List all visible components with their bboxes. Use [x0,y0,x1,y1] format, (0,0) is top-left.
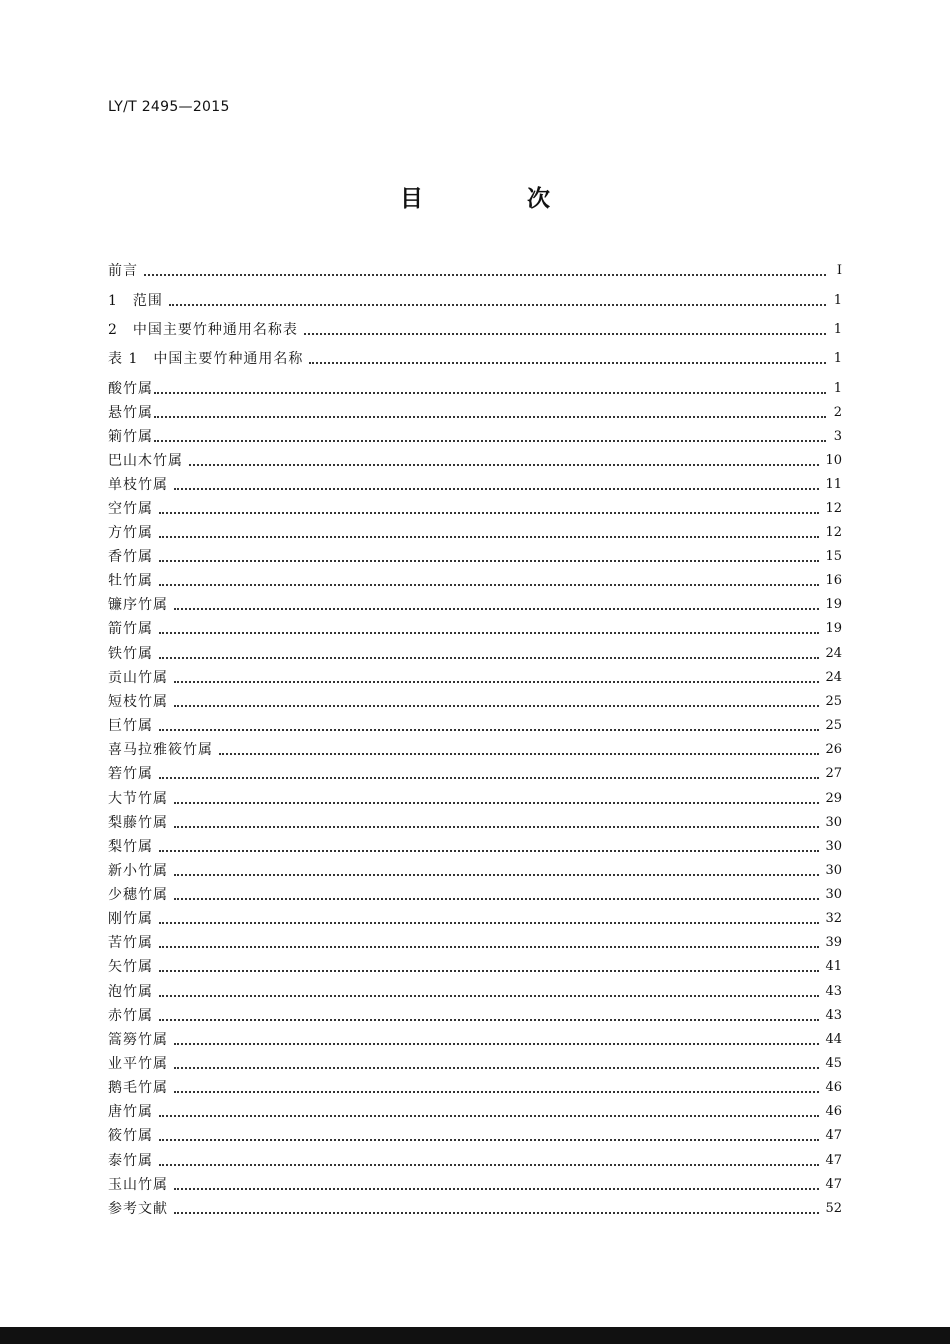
toc-entry[interactable] [108,616,842,638]
toc-dot-leader [174,705,819,707]
toc-entry-page: 47 [825,1128,842,1143]
toc-entry-label: 1 范围 [108,293,163,309]
toc-dot-leader [219,753,819,755]
toc-dot-leader [189,464,819,466]
toc-entry-label: 梨竹属 [108,839,153,855]
toc-entry-label: 泰竹属 [108,1153,153,1169]
toc-entry-label: 业平竹属 [108,1056,168,1072]
toc-dot-leader [159,584,819,586]
toc-entry-page: 46 [825,1080,842,1095]
toc-dot-leader [159,1139,819,1141]
toc-entry-label: 箣竹属 [108,429,153,445]
toc-entry-label: 新小竹属 [108,863,168,879]
toc-dot-leader [174,608,819,610]
toc-entry[interactable] [108,1075,842,1097]
toc-dot-leader [144,274,826,276]
toc-entry[interactable] [108,1172,842,1194]
toc-dot-leader [159,657,819,659]
toc-entry-page: 26 [825,742,842,757]
toc-entry-page: 45 [825,1056,842,1071]
toc-dot-leader [154,440,826,442]
toc-dot-leader [174,1091,819,1093]
toc-entry[interactable] [108,1003,842,1025]
toc-entry[interactable] [108,689,842,711]
toc-dot-leader [304,333,826,335]
toc-entry-page: 43 [825,984,842,999]
toc-entry[interactable] [108,258,842,280]
toc-entry-page: Ⅰ [836,263,842,278]
toc-dot-leader [169,304,826,306]
bottom-rule [0,1327,950,1344]
toc-entry-page: 30 [825,887,842,902]
toc-entry-label: 表 1 中国主要竹种通用名称 [108,351,304,367]
toc-entry[interactable] [108,882,842,904]
toc-entry-label: 方竹属 [108,525,153,541]
toc-entry[interactable] [108,761,842,783]
toc-dot-leader [159,1115,819,1117]
toc-entry[interactable] [108,496,842,518]
toc-entry-label: 箭竹属 [108,621,153,637]
toc-dot-leader [174,898,819,900]
toc-entry-label: 牡竹属 [108,573,153,589]
toc-entry-page: 44 [825,1032,842,1047]
toc-entry[interactable] [108,520,842,542]
toc-entry-page: 2 [833,405,842,420]
toc-entry-label: 少穗竹属 [108,887,168,903]
toc-entry-label: 矢竹属 [108,959,153,975]
toc-entry[interactable] [108,641,842,663]
toc-entry[interactable] [108,834,842,856]
toc-entry-label: 赤竹属 [108,1008,153,1024]
toc-entry-page: 47 [825,1153,842,1168]
toc-entry[interactable] [108,810,842,832]
toc-dot-leader [159,729,819,731]
toc-entry-label: 贡山竹属 [108,670,168,686]
toc-entry-label: 2 中国主要竹种通用名称表 [108,322,298,338]
toc-entry[interactable] [108,376,842,398]
toc-entry-page: 3 [833,429,842,444]
toc-dot-leader [174,1188,819,1190]
toc-dot-leader [174,488,819,490]
toc-entry-page: 30 [825,815,842,830]
toc-entry[interactable] [108,1027,842,1049]
toc-entry[interactable] [108,317,842,339]
toc-entry-label: 篙簩竹属 [108,1032,168,1048]
toc-entry-page: 24 [825,646,842,661]
toc-dot-leader [174,1043,819,1045]
toc-entry-page: 52 [825,1201,842,1216]
toc-entry-page: 1 [833,293,842,308]
toc-entry[interactable] [108,544,842,566]
toc-entry-page: 47 [825,1177,842,1192]
toc-entry[interactable] [108,288,842,310]
toc-entry-label: 短枝竹属 [108,694,168,710]
toc-dot-leader [159,512,819,514]
toc-entry-page: 24 [825,670,842,685]
toc-entry-label: 玉山竹属 [108,1177,168,1193]
toc-entry-page: 41 [825,959,842,974]
toc-dot-leader [154,392,826,394]
toc-entry-label: 参考文献 [108,1201,168,1217]
toc-entry[interactable] [108,1051,842,1073]
toc-entry-page: 12 [825,501,842,516]
toc-entry-page: 46 [825,1104,842,1119]
toc-entry-page: 1 [833,381,842,396]
toc-dot-leader [159,536,819,538]
toc-entry-label: 箬竹属 [108,766,153,782]
toc-entry[interactable] [108,472,842,494]
toc-dot-leader [174,826,819,828]
toc-entry-label: 巴山木竹属 [108,453,183,469]
standard-code: LY/T 2495—2015 [108,99,230,115]
toc-entry-page: 25 [825,694,842,709]
toc-entry-label: 刚竹属 [108,911,153,927]
toc-entry[interactable] [108,906,842,928]
page-title: 目 次 [399,186,598,212]
toc-entry-label: 巨竹属 [108,718,153,734]
toc-entry-label: 空竹属 [108,501,153,517]
toc-entry[interactable] [108,400,842,422]
toc-entry[interactable] [108,930,842,952]
toc-entry-label: 前言 [108,263,138,279]
toc-entry-label: 苦竹属 [108,935,153,951]
toc-dot-leader [159,922,819,924]
toc-entry[interactable] [108,665,842,687]
toc-entry-label: 酸竹属 [108,381,153,397]
toc-dot-leader [159,970,819,972]
toc-dot-leader [154,416,826,418]
toc-entry[interactable] [108,424,842,446]
toc-entry-label: 镰序竹属 [108,597,168,613]
toc-entry[interactable] [108,713,842,735]
toc-entry-page: 32 [825,911,842,926]
toc-entry-label: 鹅毛竹属 [108,1080,168,1096]
toc-dot-leader [174,1067,819,1069]
toc-entry-label: 铁竹属 [108,646,153,662]
toc-entry-label: 唐竹属 [108,1104,153,1120]
toc-entry-page: 19 [825,597,842,612]
toc-dot-leader [159,777,819,779]
toc-entry-label: 香竹属 [108,549,153,565]
toc-entry-label: 泡竹属 [108,984,153,1000]
toc-entry[interactable] [108,858,842,880]
toc-entry-label: 悬竹属 [108,405,153,421]
toc-entry[interactable] [108,448,842,470]
toc-entry-label: 梨藤竹属 [108,815,168,831]
toc-entry-page: 27 [825,766,842,781]
toc-entry[interactable] [108,592,842,614]
toc-entry-page: 16 [825,573,842,588]
toc-dot-leader [174,802,819,804]
toc-dot-leader [159,632,819,634]
toc-dot-leader [159,946,819,948]
toc-dot-leader [159,560,819,562]
toc-entry-page: 1 [833,322,842,337]
toc-entry[interactable] [108,1196,842,1218]
toc-dot-leader [159,1164,819,1166]
toc-entry-label: 单枝竹属 [108,477,168,493]
toc-entry-page: 19 [825,621,842,636]
toc-entry-page: 43 [825,1008,842,1023]
toc-entry[interactable] [108,737,842,759]
toc-entry-label: 喜马拉雅筱竹属 [108,742,213,758]
toc-entry[interactable] [108,954,842,976]
toc-entry-page: 30 [825,839,842,854]
toc-entry-page: 10 [825,453,842,468]
toc-dot-leader [309,362,826,364]
toc-entry[interactable] [108,1123,842,1145]
toc-entry-page: 30 [825,863,842,878]
toc-dot-leader [174,874,819,876]
toc-entry[interactable] [108,786,842,808]
toc-dot-leader [159,995,819,997]
toc-entry[interactable] [108,1099,842,1121]
toc-entry-page: 1 [833,351,842,366]
toc-entry-page: 29 [825,791,842,806]
toc-dot-leader [174,681,819,683]
toc-entry[interactable] [108,979,842,1001]
toc-entry[interactable] [108,346,842,368]
toc-entry-page: 39 [825,935,842,950]
toc-entry-page: 25 [825,718,842,733]
toc-entry-label: 大节竹属 [108,791,168,807]
toc-entry-label: 筱竹属 [108,1128,153,1144]
toc-entry[interactable] [108,568,842,590]
toc-dot-leader [159,1019,819,1021]
table-of-contents [108,0,842,1344]
toc-dot-leader [159,850,819,852]
toc-dot-leader [174,1212,819,1214]
toc-entry-page: 15 [825,549,842,564]
toc-entry-page: 11 [825,477,842,492]
toc-entry-page: 12 [825,525,842,540]
toc-entry[interactable] [108,1148,842,1170]
